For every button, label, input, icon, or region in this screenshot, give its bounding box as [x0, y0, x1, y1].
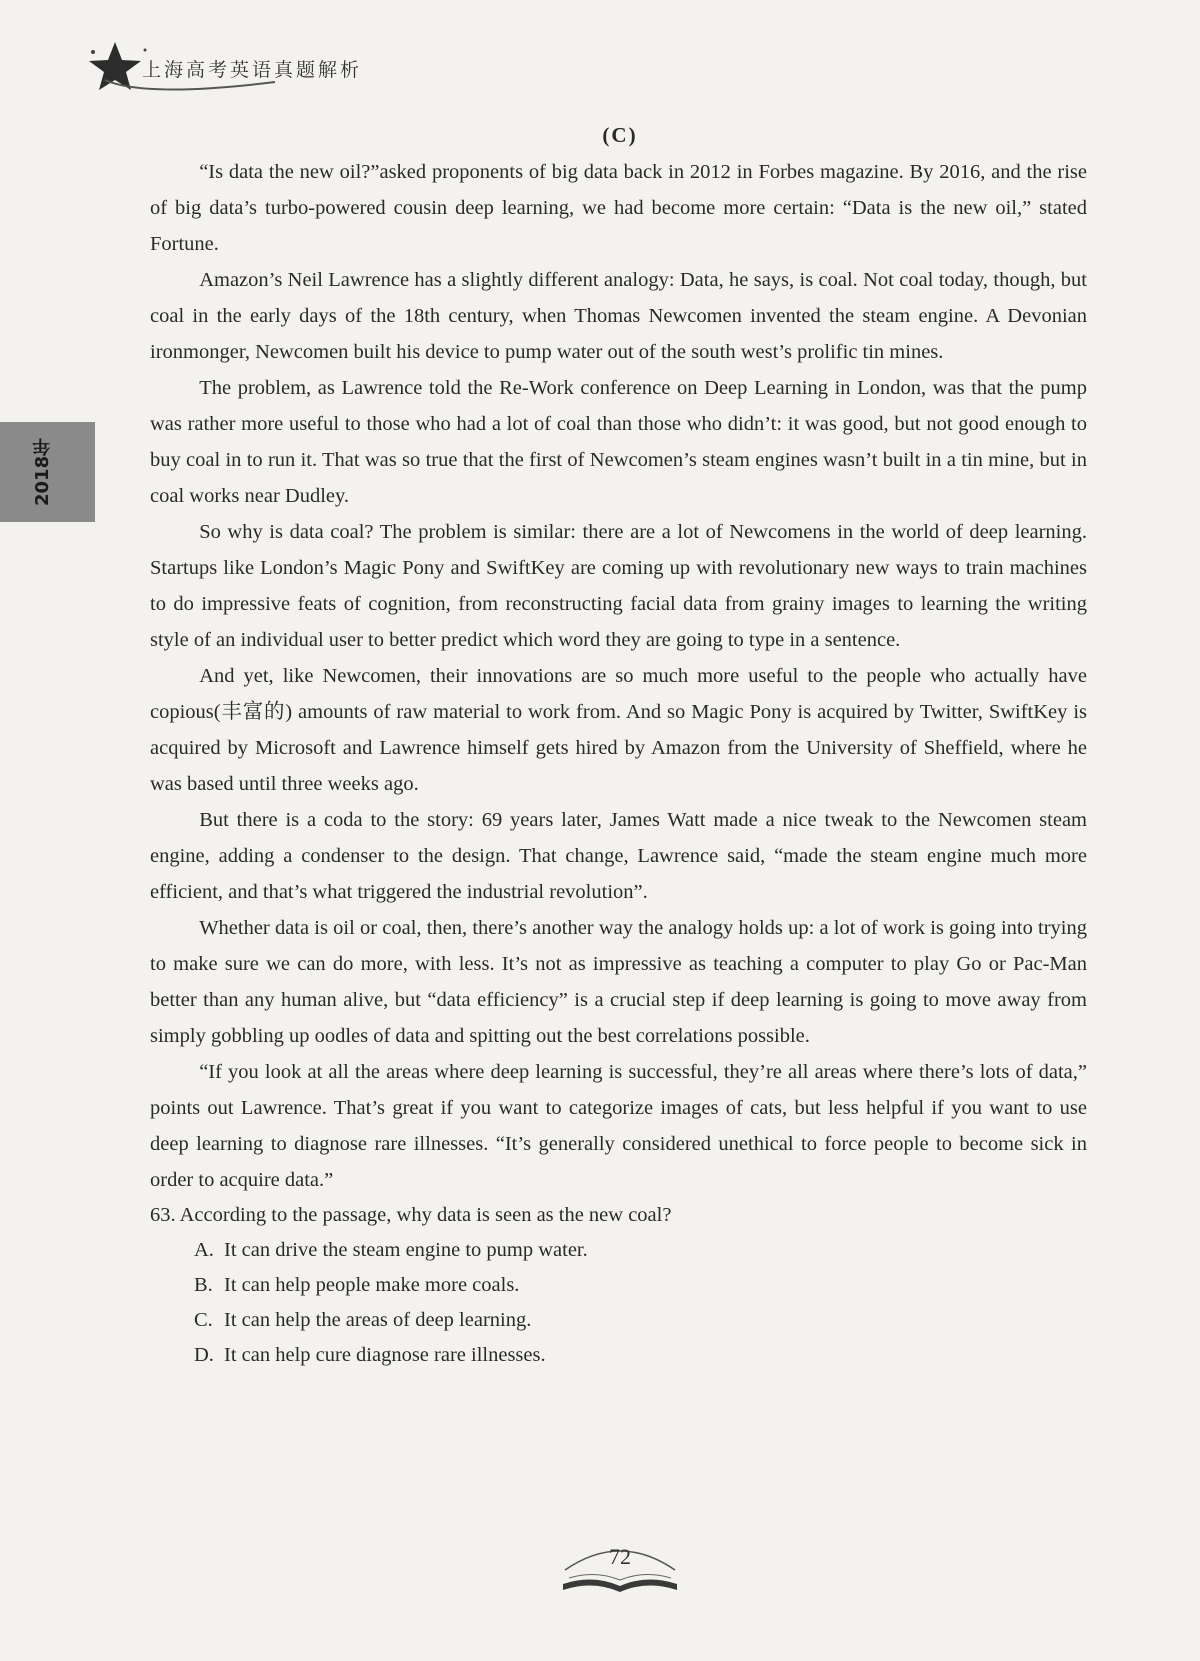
page-header [85, 40, 425, 100]
paragraph: The problem, as Lawrence told the Re-Work conference on Deep Learning in London, was that the pump was rather more useful to those who had a lot of coal than those who didn’t: it was good, but not good enough to buy coal in to run it. That was so true that the first of Newcomen’s steam engines wasn’t built in a tin mine, but in coal works near Dudley. [150, 377, 1087, 507]
option-b [150, 1268, 1087, 1303]
question-number: 63. [150, 1204, 176, 1226]
option-d [150, 1338, 1087, 1373]
section-label: (C) [602, 123, 638, 147]
option-text: It can help the areas of deep learning. [224, 1309, 532, 1331]
paragraph: But there is a coda to the story: 69 years later, James Watt made a nice tweak to the Newcomen steam engine, adding a condenser to the design. That change, Lawrence said, “made the steam engine much more efficient, and that’s what triggered the industrial revolution”. [150, 809, 1087, 903]
question-text: According to the passage, why data is seen as the new coal? [179, 1204, 672, 1226]
paragraph: “If you look at all the areas where deep learning is successful, they’re all areas where there’s lots of data,” points out Lawrence. That’s great if you want to categorize images of cats, but less helpful if you want to use deep learning to diagnose rare illnesses. “It’s generally considered unethical to force people to become sick in order to acquire data.” [150, 1061, 1087, 1191]
paragraph: Amazon’s Neil Lawrence has a slightly different analogy: Data, he says, is coal. Not coal today, though, but coal in the early days of the 18th century, when Thomas Newcomen invented the steam engine. A Devonian ironmonger, Newcomen built his device to pump water out of the south west’s prolific tin mines. [150, 269, 1087, 363]
option-text: It can help cure diagnose rare illnesses. [224, 1344, 546, 1366]
paragraph: Whether data is oil or coal, then, there’s another way the analogy holds up: a lot of work is going into trying to make sure we can do more, with less. It’s not as impressive as teaching a computer to play Go or Pac-Man better than any human alive, but “data efficiency” is a crucial step if deep learning is going to move away from simply gobbling up oodles of data and spitting out the best correlations possible. [150, 917, 1087, 1047]
paragraph: So why is data coal? The problem is similar: there are a lot of Newcomens in the world of deep learning. Startups like London’s Magic Pony and SwiftKey are coming up with revolutionary new ways to train machines to do impressive feats of cognition, from reconstructing facial data from grainy images to learning the writing style of an individual user to better predict which word they are going to type in a sentence. [150, 521, 1087, 651]
passage-content [150, 154, 1087, 1373]
option-letter: C. [194, 1309, 213, 1331]
page-footer [555, 1540, 685, 1600]
option-letter: A. [194, 1239, 214, 1261]
option-c [150, 1303, 1087, 1338]
paragraph: “Is data the new oil?”asked proponents of big data back in 2012 in Forbes magazine. By 2016, and the rise of big data’s turbo-powered cousin deep learning, we had become more certain: “Data is the new oil,” stated Fortune. [150, 161, 1087, 255]
question-63 [150, 1198, 1087, 1233]
option-letter: D. [194, 1344, 214, 1366]
header-title: 上海高考英语真题解析 [142, 59, 363, 81]
paragraph: And yet, like Newcomen, their innovations are so much more useful to the people who actually have copious(丰富的) amounts of raw material to work from. And so Magic Pony is acquired by Twitter, SwiftKey is acquired by Microsoft and Lawrence himself gets hired by Amazon from the University of Sheffield, where he was based until three weeks ago. [150, 665, 1087, 795]
answer-options [150, 1233, 1087, 1373]
option-a [150, 1233, 1087, 1268]
option-text: It can help people make more coals. [224, 1274, 520, 1296]
option-text: It can drive the steam engine to pump water. [224, 1239, 588, 1261]
page-number: 72 [609, 1544, 631, 1569]
year-label: 2018年 [32, 437, 53, 507]
option-letter: B. [194, 1274, 213, 1296]
